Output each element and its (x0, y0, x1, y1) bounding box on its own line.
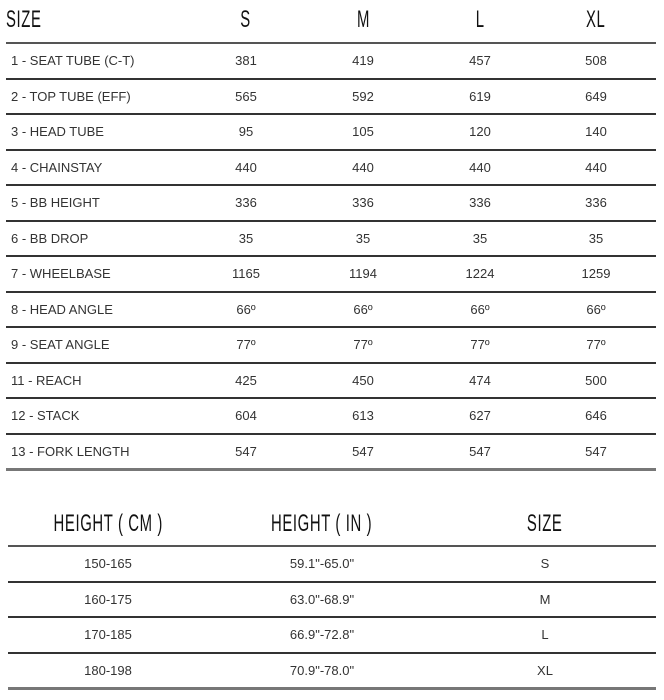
cell-value: 613 (352, 408, 374, 424)
table-row (6, 151, 656, 187)
row-label: 13 - FORK LENGTH (11, 443, 130, 459)
cell-value: L (541, 627, 549, 643)
cell-value: 160-175 (84, 591, 132, 607)
cell-value: 35 (588, 230, 604, 246)
table-row (6, 328, 656, 364)
header-text: S (240, 6, 252, 33)
cell-value: 547 (585, 443, 607, 459)
cell-value: 604 (235, 408, 257, 424)
table-row (6, 364, 656, 400)
row-label: 7 - WHEELBASE (11, 266, 111, 282)
header-xl (536, 4, 656, 36)
cell-value: 649 (585, 88, 607, 104)
cell-value: 66º (470, 301, 490, 317)
row-label: 12 - STACK (11, 408, 80, 424)
cell-value: 592 (352, 88, 374, 104)
row-label: 4 - CHAINSTAY (11, 159, 103, 175)
geometry-header-row (6, 0, 656, 44)
cell-value: 619 (469, 88, 491, 104)
row-label: 2 - TOP TUBE (EFF) (11, 88, 131, 104)
cell-value: 547 (469, 443, 491, 459)
table-row (6, 115, 656, 151)
header-height-cm (48, 508, 168, 540)
header-height-in (262, 508, 382, 540)
cell-value: 180-198 (84, 662, 132, 678)
cell-value: 457 (469, 53, 491, 69)
table-row (8, 654, 656, 691)
cell-value: 66º (236, 301, 256, 317)
cell-value: 35 (472, 230, 488, 246)
size-fit-table (8, 504, 656, 690)
table-row (8, 618, 656, 654)
cell-value: 77º (353, 337, 373, 353)
cell-value: 1224 (465, 266, 495, 282)
table-row (8, 583, 656, 619)
cell-value: 440 (235, 159, 257, 175)
row-label: 5 - BB HEIGHT (11, 195, 100, 211)
header-l (420, 4, 540, 36)
cell-value: 77º (586, 337, 606, 353)
cell-value: 500 (585, 372, 607, 388)
row-label: 3 - HEAD TUBE (11, 124, 104, 140)
header-m (303, 4, 423, 36)
cell-value: 170-185 (84, 627, 132, 643)
table-row (6, 293, 656, 329)
row-label: 8 - HEAD ANGLE (11, 301, 113, 317)
cell-value: 419 (352, 53, 374, 69)
cell-value: 1194 (349, 266, 377, 282)
cell-value: 336 (469, 195, 491, 211)
cell-value: 646 (585, 408, 607, 424)
header-text: SIZE (6, 6, 42, 33)
cell-value: 547 (235, 443, 257, 459)
header-size (485, 508, 605, 540)
header-text: HEIGHT ( IN ) (271, 510, 373, 537)
table-row (8, 547, 656, 583)
cell-value: 150-165 (84, 556, 132, 572)
cell-value: XL (537, 662, 553, 678)
table-row (6, 186, 656, 222)
cell-value: 77º (236, 337, 256, 353)
cell-value: S (540, 556, 550, 572)
geometry-table (6, 0, 656, 471)
cell-value: 425 (235, 372, 257, 388)
cell-value: 95 (238, 124, 254, 140)
cell-value: 440 (469, 159, 491, 175)
cell-value: 140 (585, 124, 607, 140)
header-text: SIZE (527, 510, 563, 537)
cell-value: 105 (352, 124, 374, 140)
cell-value: 547 (352, 443, 374, 459)
cell-value: 66º (353, 301, 373, 317)
cell-value: 35 (238, 230, 254, 246)
cell-value: 440 (585, 159, 607, 175)
table-row (6, 44, 656, 80)
cell-value: 63.0"-68.9" (289, 591, 355, 607)
cell-value: 336 (585, 195, 607, 211)
header-size (6, 4, 63, 36)
cell-value: 474 (469, 372, 491, 388)
row-label: 6 - BB DROP (11, 230, 89, 246)
cell-value: 450 (352, 372, 374, 388)
cell-value: 35 (355, 230, 371, 246)
cell-value: 336 (235, 195, 257, 211)
row-label: 9 - SEAT ANGLE (11, 337, 110, 353)
cell-value: 1259 (581, 266, 611, 282)
cell-value: 440 (352, 159, 374, 175)
header-s (186, 4, 306, 36)
cell-value: 627 (469, 408, 491, 424)
row-label: 1 - SEAT TUBE (C-T) (11, 53, 135, 69)
geometry-body (6, 44, 656, 471)
cell-value: 565 (235, 88, 257, 104)
table-row (6, 80, 656, 116)
cell-value: 120 (469, 124, 491, 140)
fit-body (8, 547, 656, 690)
cell-value: 70.9"-78.0" (289, 662, 355, 678)
table-row (6, 257, 656, 293)
fit-header-row (8, 504, 656, 547)
table-row (6, 222, 656, 258)
header-text: M (356, 6, 370, 33)
cell-value: 59.1"-65.0" (289, 556, 355, 572)
cell-value: M (539, 591, 551, 607)
table-row (6, 435, 656, 472)
cell-value: 381 (235, 53, 257, 69)
cell-value: 336 (352, 195, 374, 211)
table-row (6, 399, 656, 435)
cell-value: 66.9"-72.8" (289, 627, 355, 643)
header-text: XL (586, 6, 606, 33)
cell-value: 1165 (232, 266, 260, 282)
header-text: HEIGHT ( CM ) (53, 510, 163, 537)
cell-value: 508 (585, 53, 607, 69)
cell-value: 77º (470, 337, 490, 353)
row-label: 11 - REACH (11, 372, 82, 388)
cell-value: 66º (586, 301, 606, 317)
header-text: L (475, 6, 485, 33)
